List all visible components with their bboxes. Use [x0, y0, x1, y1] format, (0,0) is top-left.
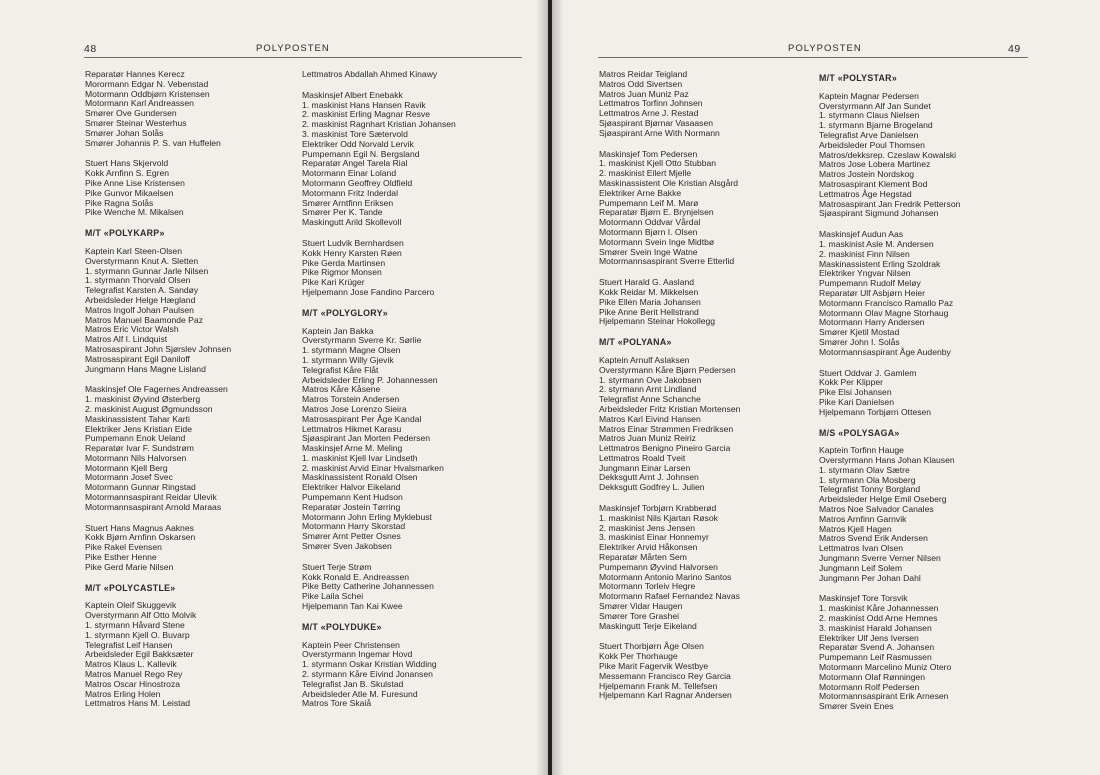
crew-entry: Smører Arnt Petter Osnes [302, 531, 401, 542]
crew-entry: Matros Arnfinn Garnvik [819, 513, 907, 524]
crew-entry: Telegrafist Jan B. Skulstad [302, 678, 404, 689]
crew-entry: 2. maskinist Eilert Mjelle [599, 168, 692, 179]
crew-entry: Matros Einar Strømmen Fredriksen [599, 423, 734, 434]
crew-group [599, 150, 831, 268]
crew-entry: 2. maskinist Jens Jensen [599, 522, 696, 533]
crew-entry: Motormann Einar Loland [302, 168, 397, 179]
crew-group [599, 278, 831, 327]
crew-entry: Lettmatros Ivan Olsen [819, 543, 904, 554]
crew-group [302, 239, 534, 298]
crew-entry: Maskinsjef Tore Torsvik [819, 593, 908, 604]
crew-entry: Arbeidsleder Helge Emil Oseberg [819, 494, 947, 505]
crew-entry: Arbeidsleder Erling P. Johannessen [302, 374, 438, 385]
crew-entry: Matros Tore Skaiå [302, 698, 372, 709]
crew-entry: Maskinsjef Audun Aas [819, 229, 904, 240]
crew-entry: Pike Gerd Marie Nilsen [85, 561, 174, 572]
crew-entry: Pike Wenche M. Mikalsen [85, 207, 184, 218]
crew-entry: Motormannsaspirant Åge Audenby [819, 346, 951, 357]
crew-entry: Kaptein Jan Bakka [302, 325, 374, 336]
crew-entry: Pike Laila Schei [302, 591, 364, 602]
crew-entry: Matros Alf I. Lindquist [85, 334, 168, 345]
crew-entry: Matros Reidar Teigland [599, 69, 688, 79]
crew-entry: Elektriker Jens Kristian Eide [85, 423, 192, 434]
crew-entry: 1. maskinist Hans Hansen Ravik [302, 99, 426, 110]
crew-entry: 3. maskinist Harald Johansen [819, 622, 932, 633]
crew-entry: Elektriker Odd Norvald Lervik [302, 138, 414, 149]
crew-entry: Reparatør Ivar F. Sundstrøm [85, 443, 194, 454]
crew-entry: Stuert Harald G. Aasland [599, 277, 695, 288]
crew-group [599, 70, 831, 139]
crew-entry: Motormann Josef Svec [85, 472, 173, 483]
header-rule-left [84, 57, 522, 58]
crew-entry: Messemann Francisco Rey Garcia [599, 670, 731, 681]
crew-entry: Pike Betty Catherine Johannessen [302, 581, 434, 592]
crew-entry: Telegrafist Anne Schanche [599, 394, 701, 405]
crew-entry: 1. styrmann Ove Jakobsen [599, 374, 702, 385]
crew-entry: Lettmatros Benigno Pineiro Garcia [599, 443, 731, 454]
crew-entry: 3. maskinist Tore Sætervold [302, 128, 408, 139]
crew-entry: Kokk Ronald E. Andreassen [302, 571, 410, 582]
crew-entry: Pumpemann Øyvind Halvorsen [599, 561, 718, 572]
crew-entry: Overstyrmann Kåre Bjørn Pedersen [599, 364, 736, 375]
crew-group [302, 91, 534, 228]
crew-entry: Elektriker Arne Bakke [599, 187, 682, 198]
crew-entry: 1. maskinist Øyvind Østerberg [85, 394, 201, 405]
crew-entry: Dekksgutt Arnt J. Johnsen [599, 472, 699, 483]
crew-entry: Pike Rigmor Monsen [302, 267, 382, 278]
crew-entry: Morormann Edgar N. Vebenstad [85, 78, 209, 89]
ship-section [819, 429, 1051, 584]
crew-entry: Matros Erling Holen [85, 688, 161, 699]
crew-group [599, 642, 831, 701]
crew-entry: Telegrafist Tonny Borgland [819, 484, 921, 495]
crew-entry: Matros Manuel Rego Rey [85, 669, 183, 680]
crew-entry: Elektriker Halvor Eikeland [302, 482, 401, 493]
crew-entry: Overstyrmann Hans Johan Klausen [819, 455, 955, 466]
ship-heading: M/S «POLYSAGA» [819, 427, 900, 438]
crew-entry: Kaptein Torfinn Hauge [819, 445, 904, 456]
crew-entry: Overstyrmann Alf Jan Sundet [819, 100, 931, 111]
crew-entry: Matros Juan Muniz Paz [599, 88, 689, 99]
running-head-right: POLYPOSTEN [788, 43, 862, 54]
crew-entry: Smører Arntfinn Eriksen [302, 197, 394, 208]
crew-entry: Stuert Hans Magnus Aaknes [85, 522, 194, 533]
crew-entry: 1. styrmann Bjarne Brogeland [819, 120, 933, 131]
crew-entry: Motormann Rolf Pedersen [819, 681, 920, 692]
crew-entry: Arbeidsleder Atle M. Furesund [302, 688, 418, 699]
crew-entry: Lettmatros Arne J. Restad [599, 108, 699, 119]
crew-entry: Lettmatros Torfinn Johnsen [599, 98, 703, 109]
crew-entry: Motormann Karl Andreassen [85, 98, 194, 109]
crew-entry: Arbeidsleder Egil Bakksæter [85, 649, 194, 660]
crew-entry: Overstyrmann Sverre Kr. Sørlie [302, 335, 422, 346]
crew-entry: Pike Ellen Maria Johansen [599, 296, 701, 307]
crew-entry: Pike Kari Danielsen [819, 396, 894, 407]
crew-entry: 2. maskinist Erling Magnar Resve [302, 109, 430, 120]
crew-entry: Pumpemann Leif M. Marø [599, 197, 699, 208]
crew-entry: Dekksgutt Godfrey L. Julien [599, 482, 705, 493]
crew-entry: 2. maskinist Ragnhart Kristian Johansen [302, 119, 456, 130]
crew-entry: Motormann Kjell Berg [85, 462, 168, 473]
crew-entry: Matros Klaus L. Kallevik [85, 659, 177, 670]
crew-entry: Elektriker Arvid Håkonsen [599, 542, 698, 553]
binding-gutter [536, 0, 564, 775]
crew-entry: Kaptein Arnulf Aslaksen [599, 354, 690, 365]
crew-entry: Maskinassistent Tahar Karti [85, 413, 190, 424]
crew-entry: Matros Svend Erik Andersen [819, 533, 928, 544]
crew-entry: Motormann Francisco Ramallo Paz [819, 297, 954, 308]
crew-entry: Matros Karl Eivind Hansen [599, 413, 701, 424]
crew-entry: Maskinsjef Albert Enebakk [302, 89, 403, 100]
crew-entry: Smører John I. Solås [819, 336, 900, 347]
crew-entry: Smører Sven Jakobsen [302, 541, 392, 552]
header-rule-right [598, 57, 1028, 58]
crew-entry: Motormann Oddvar Vårdal [599, 217, 701, 228]
crew-entry: Reparatør Bjørn E. Brynjelsen [599, 207, 714, 218]
crew-entry: Smører Per K. Tande [302, 207, 383, 218]
crew-entry: Stuert Thorbjørn Åge Olsen [599, 641, 704, 652]
crew-group [819, 230, 1051, 357]
crew-entry: Hjelpemann Frank M. Tellefsen [599, 680, 718, 691]
crew-entry: Kokk Bjørn Arnfinn Oskarsen [85, 532, 196, 543]
crew-entry: Smører Svein Enes [819, 701, 894, 712]
crew-entry: 1. maskinist Kjell Otto Stubban [599, 158, 717, 169]
crew-entry: Sjøaspirant Jan Morten Pedersen [302, 433, 431, 444]
crew-entry: Smører Steinar Westerhus [85, 117, 187, 128]
crew-entry: 1. styrmann Claus Nielsen [819, 110, 920, 121]
crew-entry: Motormann Fritz Inderdal [302, 187, 398, 198]
crew-entry: Matrosaspirant John Sjørslev Johnsen [85, 343, 232, 354]
crew-entry: 2. maskinist August Øgmundsson [85, 403, 213, 414]
crew-entry: Reparatør Jostein Tørring [302, 501, 401, 512]
crew-entry: Matros Jose Lorenzo Sieira [302, 403, 407, 414]
crew-entry: Sjøaspirant Sigmund Johansen [819, 208, 939, 219]
crew-group [85, 70, 317, 148]
crew-entry: Maskinassistent Ronald Olsen [302, 472, 418, 483]
crew-entry: Matros Noe Salvador Canales [819, 504, 934, 515]
crew-entry: Motormann Rafael Fernandez Navas [599, 591, 740, 602]
crew-entry: Matros Odd Sivertsen [599, 78, 683, 89]
ship-section [85, 584, 317, 710]
crew-entry: Pike Ragna Solås [85, 197, 154, 208]
crew-entry: 1. maskinist Nils Kjartan Røsok [599, 512, 718, 523]
crew-entry: Lettmatros Hikmet Karasu [302, 423, 402, 434]
crew-entry: Arbeidsleder Fritz Kristian Mortensen [599, 403, 741, 414]
crew-entry: Matros Eric Victor Walsh [85, 324, 179, 335]
crew-entry: 1. styrmann Gunnar Jarle Nilsen [85, 265, 209, 276]
left-page-column-1 [85, 70, 317, 720]
crew-entry: Pumpemann Leif Rasmussen [819, 652, 932, 663]
right-page [552, 0, 1100, 775]
ship-heading: M/T «POLYKARP» [85, 228, 165, 239]
crew-entry: 1. styrmann Oskar Kristian Widding [302, 659, 437, 670]
crew-entry: 2. styrmann Kåre Eivind Jonansen [302, 669, 433, 680]
running-head-left: POLYPOSTEN [256, 43, 330, 54]
ship-heading: M/T «POLYANA» [599, 337, 672, 348]
crew-entry: Hjelpemann Karl Ragnar Andersen [599, 690, 732, 701]
crew-entry: Pumpemann Kent Hudson [302, 492, 403, 503]
crew-entry: Maskingutt Terje Eikeland [599, 620, 697, 631]
crew-entry: Matros Ingolf Johan Paulsen [85, 304, 194, 315]
crew-entry: 2. styrmann Arnt Lindland [599, 384, 697, 395]
crew-entry: Motormann Gunnar Ringstad [85, 482, 196, 493]
crew-entry: Kaptein Oleif Skuggevik [85, 600, 177, 611]
crew-entry: Motormann Harry Skorstad [302, 521, 406, 532]
ship-section [85, 229, 317, 374]
crew-entry: Motormannsaspirant Erik Arnesen [819, 691, 949, 702]
crew-entry: Stuert Ludvik Bernhardsen [302, 237, 404, 248]
crew-entry: Jungmann Einar Larsen [599, 462, 691, 473]
crew-entry: Reparatør Ulf Asbjørn Heier [819, 287, 926, 298]
crew-entry: Smører Kjetil Mostad [819, 327, 900, 338]
crew-entry: Maskinsjef Arne M. Meling [302, 443, 403, 454]
crew-entry: Jungmann Hans Magne Lisland [85, 363, 206, 374]
ship-heading: M/T «POLYGLORY» [302, 307, 388, 318]
crew-entry: Matros Kjell Hagen [819, 523, 892, 534]
crew-entry: Motormann Olav Magne Storhaug [819, 307, 949, 318]
crew-entry: Pumpemann Rudolf Meløy [819, 278, 921, 289]
crew-entry: Overstyrmann Alf Otto Molvik [85, 610, 197, 621]
crew-entry: Motormann Oddbjørn Kristensen [85, 88, 210, 99]
crew-entry: Kaptein Peer Christensen [302, 639, 400, 650]
crew-entry: Matros Jose Lobera Martinez [819, 159, 931, 170]
crew-entry: Smører Svein Inge Watne [599, 246, 698, 257]
crew-entry: 1. styrmann Willy Gjevik [302, 354, 394, 365]
crew-entry: Lettmatros Hans M. Leistad [85, 698, 191, 709]
crew-entry: 1. styrmann Kjell O. Buvarp [85, 629, 190, 640]
crew-entry: 1. maskinist Kjell Ivar Lindseth [302, 452, 418, 463]
crew-entry: Stuert Hans Skjervold [85, 158, 169, 169]
ship-heading: M/T «POLYSTAR» [819, 73, 898, 83]
crew-entry: Telegrafist Arve Danielsen [819, 129, 919, 140]
crew-entry: 1. maskinist Asle M. Andersen [819, 238, 934, 249]
crew-entry: Hjelpemann Steinar Hokollegg [599, 316, 716, 327]
crew-entry: Pike Anne Berit Hellstrand [599, 306, 699, 317]
crew-entry: Motormannsaspirant Sverre Etterlid [599, 256, 735, 267]
crew-entry: Matrosaspirant Klement Bod [819, 178, 928, 189]
crew-entry: Pumpemann Enok Ueland [85, 433, 186, 444]
crew-group [819, 594, 1051, 712]
crew-group [85, 524, 317, 573]
crew-entry: Overstyrmann Knut A. Sletten [85, 255, 199, 266]
crew-entry: Motormann Antonio Marino Santos [599, 571, 732, 582]
crew-group [302, 563, 534, 612]
crew-entry: Kaptein Karl Steen-Olsen [85, 245, 182, 256]
crew-entry: Motormannsaspirant Reidar Ulevik [85, 492, 217, 503]
crew-entry: Kaptein Magnar Pedersen [819, 90, 919, 101]
crew-entry: 1. styrmann Thorvald Olsen [85, 275, 191, 286]
crew-entry: Motormann Geoffrey Oldfield [302, 177, 413, 188]
page-number-left: 48 [84, 43, 97, 55]
crew-entry: 2. maskinist Odd Arne Hemnes [819, 613, 938, 624]
crew-entry: Pike Esther Henne [85, 552, 157, 563]
crew-entry: Smører Tore Grashei [599, 610, 680, 621]
crew-entry: Matros Kåre Kåsene [302, 384, 381, 395]
crew-group [819, 369, 1051, 418]
crew-entry: Overstyrmann Ingemar Hovd [302, 649, 413, 660]
crew-entry: Matros/dekksrep. Czeslaw Kowalski [819, 149, 957, 160]
crew-entry: Maskinsjef Torbjørn Krabberød [599, 503, 717, 514]
right-page-column-1 [599, 70, 831, 712]
crew-entry: Elektriker Yngvar Nilsen [819, 268, 911, 279]
crew-entry: Reparatør Svend A. Johansen [819, 642, 935, 653]
crew-entry: Maskinsjef Tom Pedersen [599, 148, 698, 159]
crew-entry: Reparatør Angel Tarela Rial [302, 158, 408, 169]
crew-entry: Pike Elsi Johansen [819, 387, 892, 398]
crew-entry: 2. maskinist Arvid Einar Hvalsmarken [302, 462, 444, 473]
crew-entry: Kokk Per Klipper [819, 377, 884, 388]
crew-entry: Stuert Terje Strøm [302, 561, 372, 572]
crew-entry: Motormann Marcelino Muniz Otero [819, 662, 952, 673]
crew-entry: 2. maskinist Finn Nilsen [819, 248, 910, 259]
ship-heading: M/T «POLYDUKE» [302, 621, 382, 632]
left-page-column-2 [302, 70, 534, 720]
crew-entry: Hjelpemann Tan Kai Kwee [302, 601, 403, 612]
crew-entry: Hjelpemann Jose Fandino Parcero [302, 286, 435, 297]
crew-entry: Matros Jostein Nordskog [819, 169, 915, 180]
crew-entry: Maskinsjef Ole Fagernes Andreassen [85, 384, 228, 395]
crew-entry: Jungmann Leif Solem [819, 562, 903, 573]
crew-entry: Motormann John Erling Myklebust [302, 511, 432, 522]
crew-entry: Motormann Nils Halvorsen [85, 452, 187, 463]
crew-entry: Kokk Henry Karsten Røen [302, 247, 402, 258]
crew-entry: 1. styrmann Magne Olsen [302, 345, 401, 356]
crew-entry: Matros Manuel Baamonde Paz [85, 314, 203, 325]
crew-entry: 3. maskinist Einar Honnemyr [599, 532, 709, 543]
crew-entry: Motormannsaspirant Arnold Maraas [85, 501, 222, 512]
crew-entry: Pumpemann Egil N. Bergsland [302, 148, 420, 159]
ship-heading: M/T «POLYCASTLE» [85, 582, 176, 593]
crew-entry: Lettmatros Åge Hegstad [819, 188, 912, 199]
ship-section [302, 623, 534, 709]
crew-entry: Smører Johannis P. S. van Huffelen [85, 137, 221, 148]
crew-entry: Sjøaspirant Arne With Normann [599, 127, 720, 138]
crew-entry: Matrosaspirant Egil Daniloff [85, 353, 190, 364]
crew-entry: Matros Torstein Andersen [302, 394, 400, 405]
crew-entry: Arbeidsleder Poul Thomsen [819, 139, 925, 150]
ship-section [302, 309, 534, 552]
crew-group [85, 159, 317, 218]
crew-entry: Motormann Bjørn I. Olsen [599, 226, 698, 237]
crew-entry: Hjelpemann Torbjørn Ottesen [819, 406, 932, 417]
crew-entry: Pike Kari Krüger [302, 277, 365, 288]
crew-entry: Kokk Arnfinn S. Egren [85, 168, 170, 179]
crew-entry: Maskinassistent Erling Szoldrak [819, 258, 941, 269]
crew-entry: 1. styrmann Ola Mosberg [819, 474, 916, 485]
crew-entry: Telegrafist Karsten A. Sandøy [85, 285, 199, 296]
ship-section [599, 338, 831, 493]
crew-entry: Pike Rakel Evensen [85, 542, 162, 553]
crew-entry: Pike Gunvor Mikaelsen [85, 187, 174, 198]
crew-entry: Reparatør Hannes Kerecz [85, 69, 185, 79]
crew-entry: Motormann Torleiv Hegre [599, 581, 696, 592]
crew-group [302, 70, 534, 80]
crew-entry: Telegrafist Kåre Flåt [302, 364, 379, 375]
crew-entry: Motormann Harry Andersen [819, 317, 925, 328]
crew-entry: Motormann Svein Inge Midtbø [599, 236, 715, 247]
crew-entry: Elektriker Ulf Jens Iversen [819, 632, 919, 643]
crew-entry: Motormann Olaf Rønningen [819, 671, 926, 682]
crew-group [85, 385, 317, 512]
page-number-right: 49 [1008, 43, 1021, 55]
crew-entry: Smører Vidar Haugen [599, 601, 683, 612]
crew-entry: Matros Oscar Hinostroza [85, 678, 181, 689]
crew-entry: Jungmann Sverre Verner Nilsen [819, 553, 941, 564]
crew-entry: 1. maskinist Kåre Johannessen [819, 603, 939, 614]
crew-group [599, 504, 831, 631]
crew-entry: Telegrafist Leif Hansen [85, 639, 173, 650]
crew-entry: Smører Ove Gundersen [85, 108, 177, 119]
crew-entry: Matrosaspirant Jan Fredrik Petterson [819, 198, 961, 209]
crew-entry: Maskinassistent Ole Kristian Alsgård [599, 177, 738, 188]
crew-entry: Lettmatros Roald Tveit [599, 452, 686, 463]
ship-section [819, 74, 1051, 219]
crew-entry: 1. styrmann Håvard Stene [85, 620, 185, 631]
crew-entry: Reparatør Mårten Sem [599, 552, 687, 563]
crew-entry: Kokk Reidar M. Mikkelsen [599, 286, 699, 297]
crew-entry: Smører Johan Solås [85, 127, 164, 138]
crew-entry: Sjøaspirant Bjørnar Vasaasen [599, 117, 713, 128]
crew-entry: Pike Marit Fagervik Westbye [599, 661, 709, 672]
left-page [0, 0, 548, 775]
crew-entry: Lettmatros Abdallah Ahmed Kinawy [302, 69, 438, 79]
right-page-column-2 [819, 70, 1051, 723]
crew-entry: Kokk Per Thorhauge [599, 651, 678, 662]
crew-entry: Matrosaspirant Per Åge Kandal [302, 413, 422, 424]
crew-entry: Maskingutt Arild Skollevoll [302, 217, 402, 228]
crew-entry: 1. styrmann Olav Sætre [819, 464, 910, 475]
crew-entry: Matros Juan Muniz Reiriz [599, 433, 696, 444]
crew-entry: Jungmann Per Johan Dahl [819, 572, 921, 583]
crew-entry: Pike Gerda Martinsen [302, 257, 386, 268]
crew-entry: Stuert Oddvar J. Gamlem [819, 367, 917, 378]
crew-entry: Arbeidsleder Helge Hægland [85, 294, 196, 305]
crew-entry: Pike Anne Lise Kristensen [85, 177, 185, 188]
